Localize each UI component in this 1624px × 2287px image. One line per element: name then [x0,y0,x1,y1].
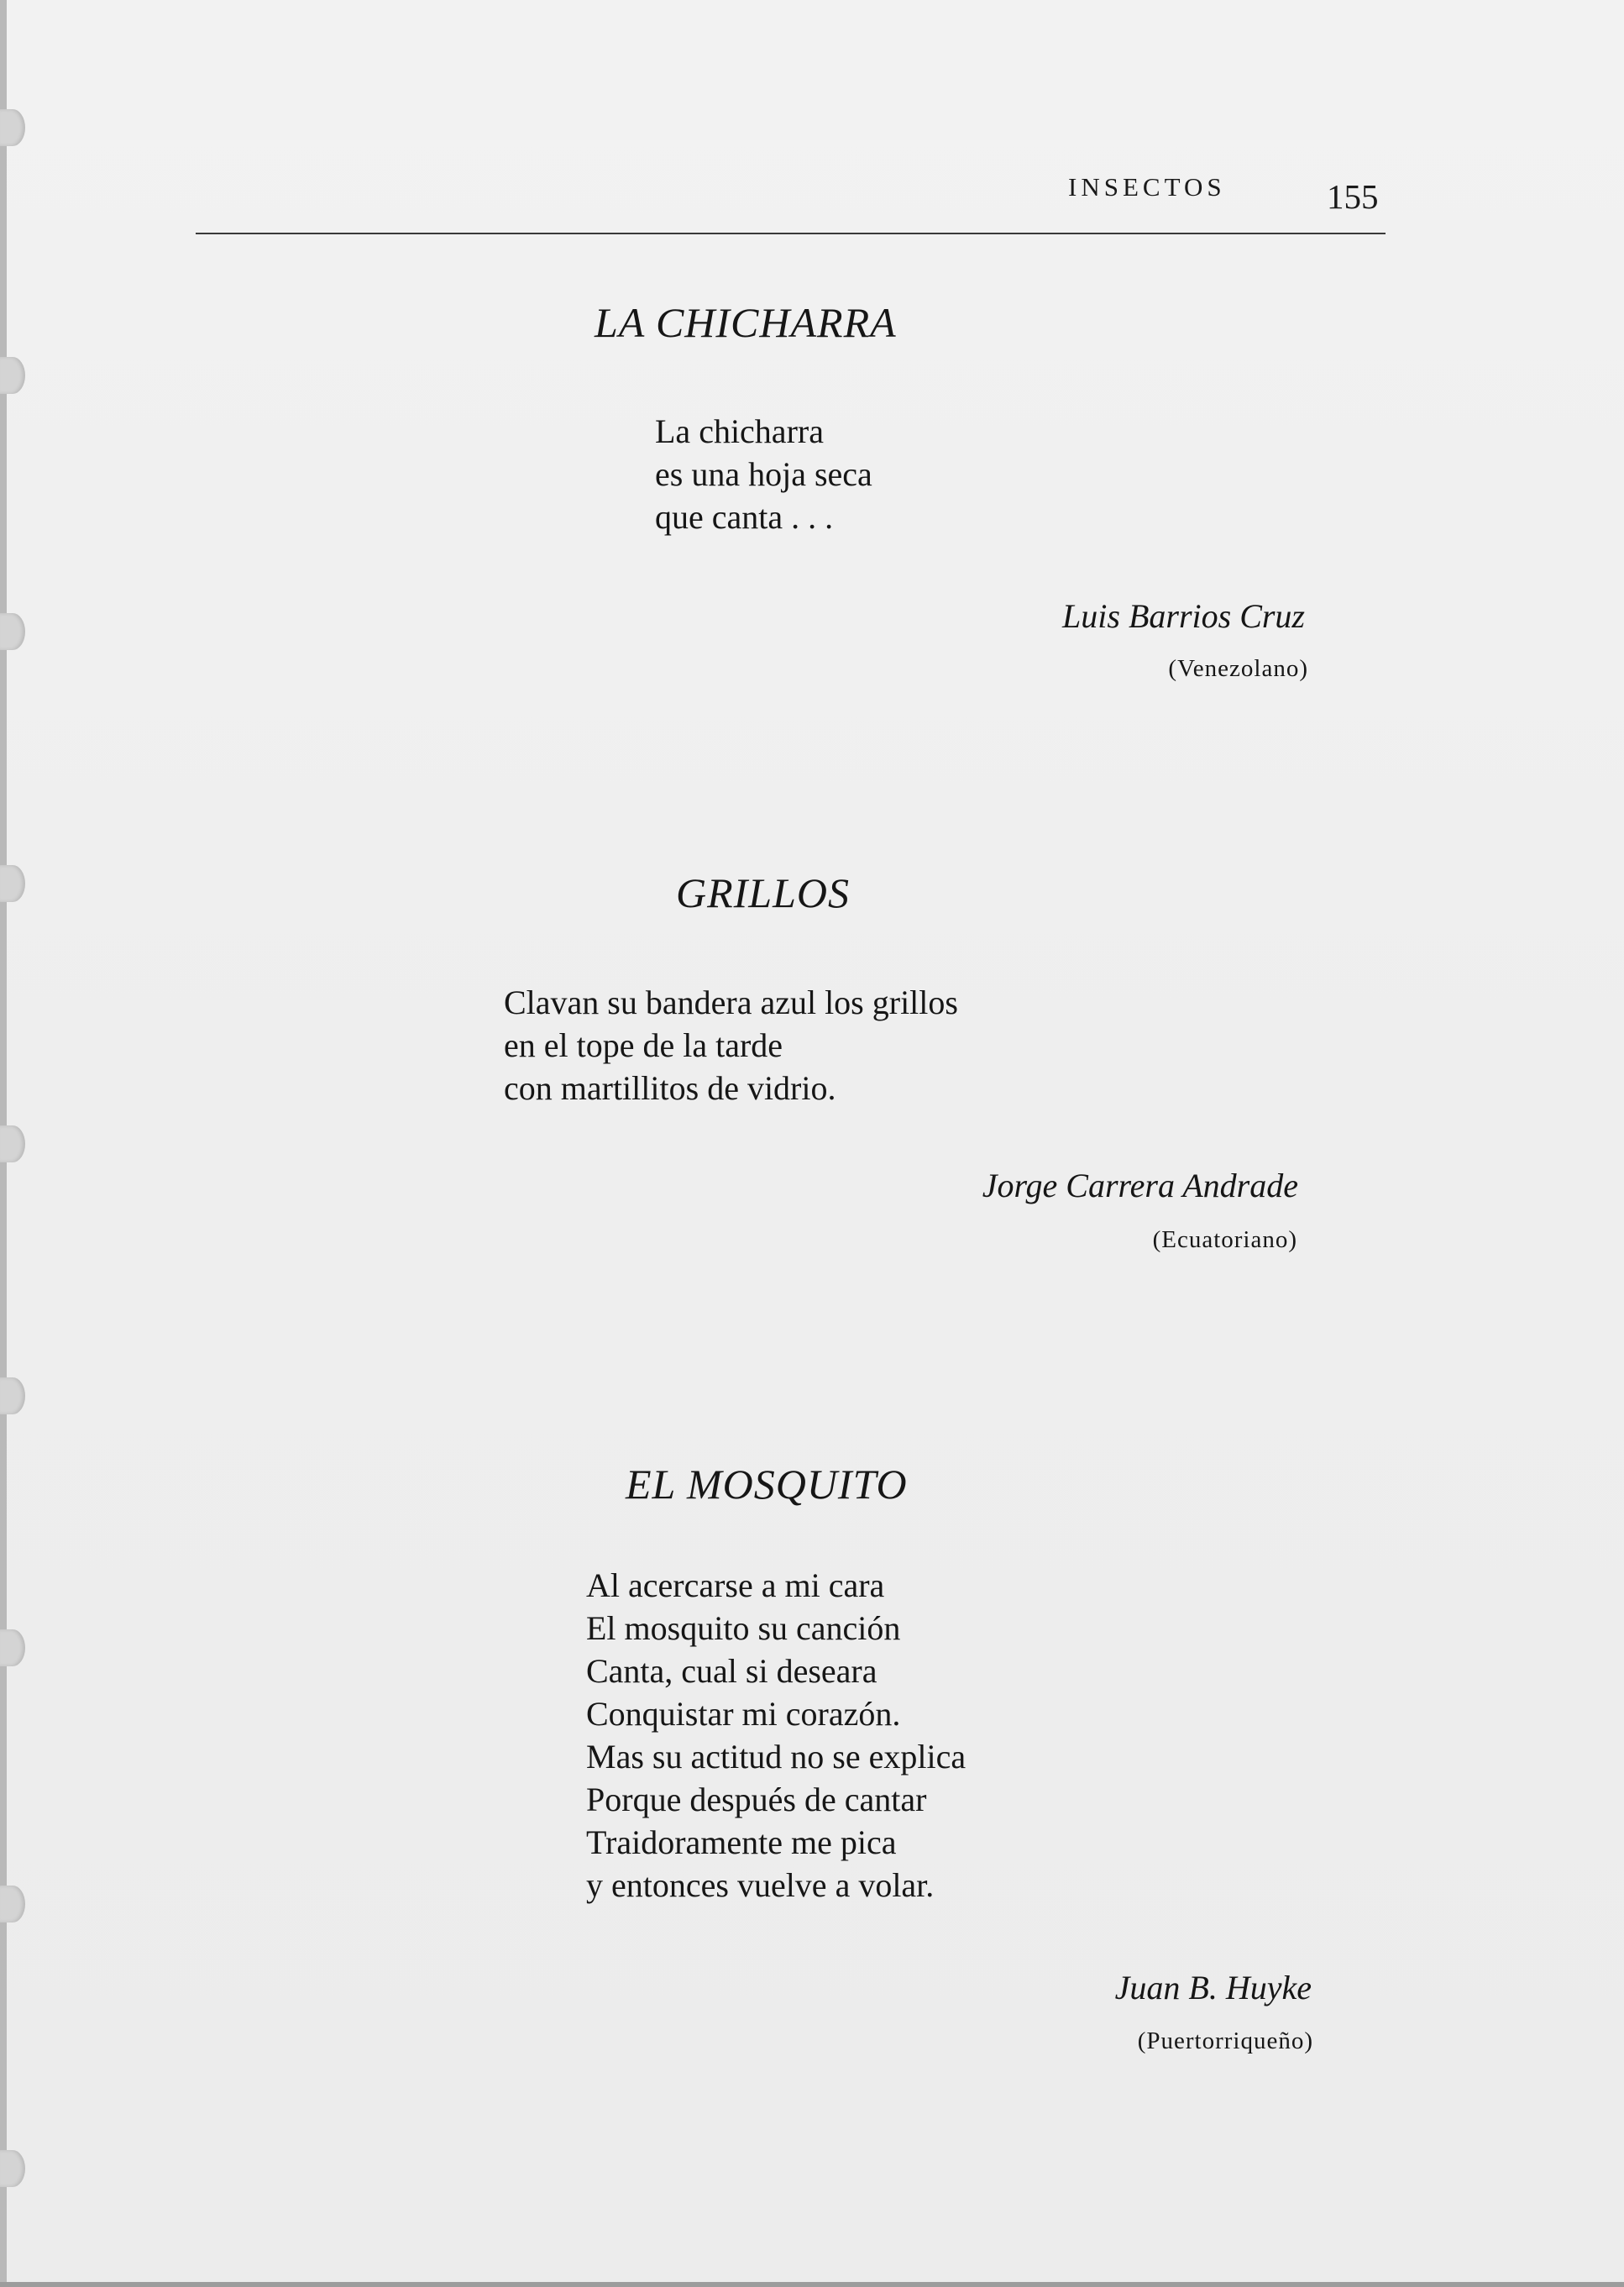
poem-author: Luis Barrios Cruz [1062,597,1305,635]
verse-line: en el tope de la tarde [504,1026,783,1064]
verse-line: con martillitos de vidrio. [504,1069,836,1107]
verse-line: es una hoja seca [655,455,872,493]
punch-hole [0,1125,25,1162]
verse-line: Al acercarse a mi cara [586,1566,885,1604]
poem-verse [504,981,958,1109]
poem-title: LA CHICHARRA [595,299,897,346]
running-header-section: INSECTOS [1068,172,1226,202]
poem-author-nationality: (Venezolano) [1168,655,1308,682]
verse-line: El mosquito su canción [586,1609,901,1647]
poem-author: Jorge Carrera Andrade [982,1167,1298,1204]
poem-verse [586,1564,966,1907]
verse-line: Porque después de cantar [586,1781,927,1818]
verse-line: que canta . . . [655,498,834,536]
punch-hole [0,1886,25,1922]
poem-title: GRILLOS [676,869,851,916]
verse-line: Conquistar mi corazón. [586,1695,901,1733]
punch-hole [0,109,25,146]
verse-line: y entonces vuelve a volar. [586,1866,935,1904]
punch-hole [0,865,25,902]
poem-author-nationality: (Ecuatoriano) [1152,1226,1297,1253]
verse-line: Canta, cual si deseara [586,1652,877,1690]
verse-line: Mas su actitud no se explica [586,1738,967,1776]
page-bottom-edge [0,2282,1624,2287]
verse-line: Traidoramente me pica [586,1823,897,1861]
poem-author: Juan B. Huyke [1114,1969,1312,2006]
poem-verse [655,410,872,538]
page-number: 155 [1327,177,1379,216]
poem-author-nationality: (Puertorriqueño) [1137,2027,1313,2054]
verse-line: Clavan su bandera azul los grillos [504,984,958,1021]
punch-hole [0,613,25,650]
verse-line: La chicharra [655,412,824,450]
punch-hole [0,1377,25,1414]
poem-title: EL MOSQUITO [626,1461,908,1508]
punch-hole [0,2150,25,2187]
header-rule [196,233,1386,234]
punch-hole [0,1629,25,1666]
punch-hole [0,357,25,394]
